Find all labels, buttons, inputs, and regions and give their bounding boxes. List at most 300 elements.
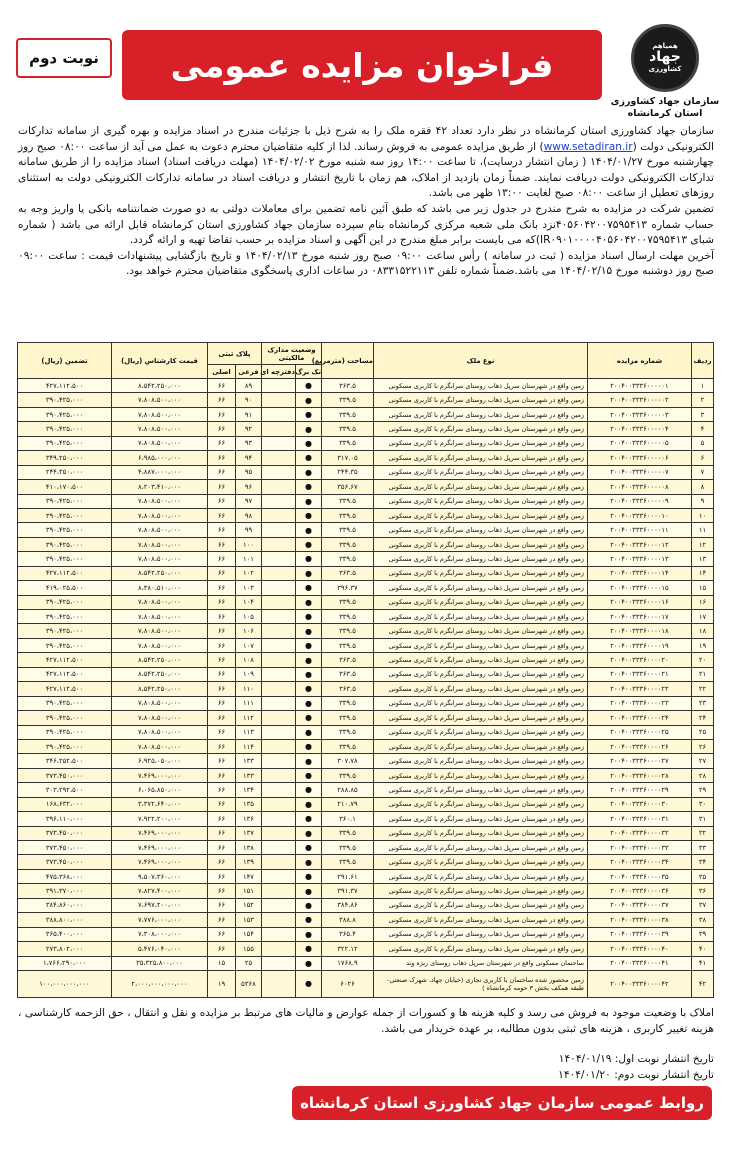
expert-price: ۶،۹۸۵،۰۰۰،۰۰۰: [111, 451, 207, 465]
property-area: ۳۶۰.۱: [322, 812, 374, 826]
table-row: [17, 494, 713, 508]
property-area: ۶۰۲۶: [322, 970, 374, 997]
main-plot: ۶۶: [207, 739, 235, 753]
property-description: زمین واقع در شهرستان سرپل ذهاب روستای سرابگرم با کاربری مسکونی: [374, 581, 588, 595]
header-plot: پلاک ثبتی: [207, 343, 261, 365]
row-number: ۳۱: [692, 812, 714, 826]
sub-plot: ۹۹: [235, 523, 261, 537]
property-description: زمین واقع در شهرستان سرپل ذهاب روستای سرابگرم با کاربری مسکونی: [374, 465, 588, 479]
property-description: زمین واقع در شهرستان سرپل ذهاب روستای سرابگرم با کاربری مسکونی: [374, 711, 588, 725]
table-row: [17, 711, 713, 725]
guarantee-amount: ۳۸۸،۸۰۰،۰۰۰: [17, 913, 111, 927]
table-row: [17, 725, 713, 739]
booklet-mark: [261, 913, 295, 927]
row-number: ۵: [692, 436, 714, 450]
property-area: ۳۳۹.۵: [322, 638, 374, 652]
sub-plot: ۱۱۲: [235, 711, 261, 725]
property-area: ۲۴۴.۳۵: [322, 465, 374, 479]
property-area: ۳۳۹.۵: [322, 407, 374, 421]
booklet-mark: [261, 812, 295, 826]
booklet-mark: [261, 783, 295, 797]
sub-plot: ۱۳۸: [235, 841, 261, 855]
single-deed-mark: ●: [296, 898, 322, 912]
main-plot: ۱۵: [207, 956, 235, 970]
single-deed-mark: ●: [296, 508, 322, 522]
guarantee-amount: ۲۴۴،۳۵۰،۰۰۰: [17, 465, 111, 479]
main-plot: ۶۶: [207, 537, 235, 551]
auction-number: ۲۰۰۴۰۰۳۳۳۶۰۰۰۰۰۵: [588, 436, 692, 450]
booklet-mark: [261, 494, 295, 508]
table-row: [17, 898, 713, 912]
auction-number: ۲۰۰۴۰۰۳۳۳۶۰۰۰۰۱۶: [588, 595, 692, 609]
expert-price: ۳،۳۷۲،۶۴۰،۰۰۰: [111, 797, 207, 811]
table-row: [17, 768, 713, 782]
round-badge: نوبت دوم: [16, 38, 112, 78]
main-plot: ۱۹: [207, 970, 235, 997]
sub-plot: ۹۱: [235, 407, 261, 421]
booklet-mark: [261, 552, 295, 566]
guarantee-amount: ۳۹۰،۴۲۵،۰۰۰: [17, 696, 111, 710]
sub-plot: ۱۵۲: [235, 898, 261, 912]
property-description: زمین واقع در شهرستان سرپل ذهاب روستای سرابگرم با کاربری مسکونی: [374, 855, 588, 869]
row-number: ۶: [692, 451, 714, 465]
header-single-deed: تک برگ: [296, 365, 322, 379]
row-number: ۲۰: [692, 653, 714, 667]
second-publication-date: تاریخ انتشار نوبت دوم: ۱۴۰۴/۰۱/۲۰: [558, 1068, 714, 1081]
guarantee-amount: ۴۱۹،۰۲۵،۵۰۰: [17, 581, 111, 595]
property-description: زمین واقع در شهرستان سرپل ذهاب روستای سرابگرم با کاربری مسکونی: [374, 768, 588, 782]
main-plot: ۶۶: [207, 494, 235, 508]
org-caption: سازمان جهاد کشاورزی استان کرمانشاه: [610, 96, 720, 120]
property-description: زمین واقع در شهرستان سرپل ذهاب روستای سرابگرم با کاربری مسکونی: [374, 783, 588, 797]
property-area: ۲۸۸.۸۵: [322, 783, 374, 797]
expert-price: ۷،۸۰۸،۵۰۰،۰۰۰: [111, 725, 207, 739]
guarantee-amount: ۳۹۰،۴۲۵،۰۰۰: [17, 436, 111, 450]
main-plot: ۶۶: [207, 826, 235, 840]
main-plot: ۶۶: [207, 927, 235, 941]
table-row: [17, 942, 713, 956]
table-row: [17, 927, 713, 941]
header-booklet: دفترچه ای: [261, 365, 295, 379]
property-description: زمین واقع در شهرستان سرپل ذهاب روستای سرابگرم با کاربری مسکونی: [374, 942, 588, 956]
property-description: زمین واقع در شهرستان سرپل ذهاب روستای سرابگرم با کاربری مسکونی: [374, 739, 588, 753]
main-plot: ۶۶: [207, 682, 235, 696]
booklet-mark: [261, 855, 295, 869]
main-plot: ۶۶: [207, 768, 235, 782]
auction-number: ۲۰۰۴۰۰۳۳۳۶۰۰۰۰۳۹: [588, 927, 692, 941]
single-deed-mark: ●: [296, 422, 322, 436]
guarantee-amount: ۳۹۰،۴۲۵،۰۰۰: [17, 725, 111, 739]
property-area: ۳۳۹.۵: [322, 508, 374, 522]
single-deed-mark: ●: [296, 841, 322, 855]
booklet-mark: [261, 898, 295, 912]
auction-number: ۲۰۰۴۰۰۳۳۳۶۰۰۰۰۲۴: [588, 711, 692, 725]
property-description: زمین واقع در شهرستان سرپل ذهاب روستای سرابگرم با کاربری مسکونی: [374, 927, 588, 941]
table-row: [17, 537, 713, 551]
single-deed-mark: ●: [296, 855, 322, 869]
sub-plot: ۹۷: [235, 494, 261, 508]
single-deed-mark: ●: [296, 696, 322, 710]
single-deed-mark: ●: [296, 783, 322, 797]
property-description: زمین واقع در شهرستان سرپل ذهاب روستای سرابگرم با کاربری مسکونی: [374, 552, 588, 566]
expert-price: ۷،۸۰۸،۵۰۰،۰۰۰: [111, 638, 207, 652]
notice-footer-note: املاک با وضعیت موجود به فروش می رسد و کلیه هزینه ها و کسورات از جمله عوارض و مالیات های مرتبط بر مزایده و نقل و انتقال ، حق الزحمه کارشناسی ، هزینه تغییر کاربری ، هزینه های ثبتی بدون مطالبه، بر عهده خریدار می باشد.: [18, 1007, 714, 1035]
title-banner: [122, 30, 602, 100]
guarantee-amount: ۳۹۰،۴۲۵،۰۰۰: [17, 552, 111, 566]
auction-number: ۲۰۰۴۰۰۳۳۳۶۰۰۰۰۲۰: [588, 653, 692, 667]
auction-number: ۲۰۰۴۰۰۳۳۳۶۰۰۰۰۰۷: [588, 465, 692, 479]
booklet-mark: [261, 508, 295, 522]
sub-plot: ۱۰۲: [235, 566, 261, 580]
header-price: قیمت کارشناس (ریال): [111, 343, 207, 379]
main-plot: ۶۶: [207, 667, 235, 681]
sub-plot: ۱۰۳: [235, 581, 261, 595]
single-deed-mark: ●: [296, 624, 322, 638]
single-deed-mark: ●: [296, 826, 322, 840]
booklet-mark: [261, 667, 295, 681]
auction-number: ۲۰۰۴۰۰۳۳۳۶۰۰۰۰۰۴: [588, 422, 692, 436]
row-number: ۲۶: [692, 739, 714, 753]
table-row: [17, 581, 713, 595]
table-row: [17, 465, 713, 479]
table-row: [17, 956, 713, 970]
main-plot: ۶۶: [207, 523, 235, 537]
sub-plot: ۱۳۶: [235, 812, 261, 826]
expert-price: ۹،۵۰۷،۳۶۰،۰۰۰: [111, 869, 207, 883]
row-number: ۳۳: [692, 841, 714, 855]
property-area: ۳۲۲.۱۲: [322, 942, 374, 956]
main-plot: ۶۶: [207, 566, 235, 580]
property-area: ۳۹۶.۳۷: [322, 581, 374, 595]
auction-number: ۲۰۰۴۰۰۳۳۳۶۰۰۰۰۲۵: [588, 725, 692, 739]
guarantee-amount: ۴۲۷،۱۱۲،۵۰۰: [17, 379, 111, 393]
table-row: [17, 638, 713, 652]
table-row: [17, 667, 713, 681]
guarantee-amount: ۳۹۰،۴۲۵،۰۰۰: [17, 595, 111, 609]
expert-price: ۷،۴۶۹،۰۰۰،۰۰۰: [111, 855, 207, 869]
auction-number: ۲۰۰۴۰۰۳۳۳۶۰۰۰۰۳۲: [588, 826, 692, 840]
properties-table: [17, 342, 714, 998]
property-area: ۳۳۹.۵: [322, 696, 374, 710]
table-row: [17, 970, 713, 997]
row-number: ۲۹: [692, 783, 714, 797]
table-row: [17, 841, 713, 855]
property-description: زمین واقع در شهرستان سرپل ذهاب روستای سرابگرم با کاربری مسکونی: [374, 393, 588, 407]
guarantee-amount: ۴۲۷،۱۱۲،۵۰۰: [17, 682, 111, 696]
sub-plot: ۱۳۷: [235, 826, 261, 840]
booklet-mark: [261, 970, 295, 997]
expert-price: ۷،۴۶۹،۰۰۰،۰۰۰: [111, 841, 207, 855]
auction-number: ۲۰۰۴۰۰۳۳۳۶۰۰۰۰۰۱: [588, 379, 692, 393]
single-deed-mark: ●: [296, 523, 322, 537]
expert-price: ۴،۸۸۷،۰۰۰،۰۰۰: [111, 465, 207, 479]
property-description: زمین واقع در شهرستان سرپل ذهاب روستای سرابگرم با کاربری مسکونی: [374, 638, 588, 652]
guarantee-amount: ۳۴۹،۲۵۰،۰۰۰: [17, 451, 111, 465]
expert-price: ۷،۸۰۸،۵۰۰،۰۰۰: [111, 624, 207, 638]
row-number: ۳۶: [692, 884, 714, 898]
expert-price: ۷،۸۰۸،۵۰۰،۰۰۰: [111, 407, 207, 421]
guarantee-amount: ۳۹۰،۴۲۵،۰۰۰: [17, 537, 111, 551]
row-number: ۲۱: [692, 667, 714, 681]
expert-price: ۷،۸۰۸،۵۰۰،۰۰۰: [111, 711, 207, 725]
property-area: ۳۳۹.۵: [322, 436, 374, 450]
setad-link[interactable]: www.setadiran.ir: [543, 140, 633, 153]
guarantee-amount: ۳۹۰،۴۲۵،۰۰۰: [17, 422, 111, 436]
row-number: ۲: [692, 393, 714, 407]
expert-price: ۷،۴۶۹،۰۰۰،۰۰۰: [111, 826, 207, 840]
table-row: [17, 523, 713, 537]
row-number: ۲۳: [692, 696, 714, 710]
property-area: ۳۰۷.۷۸: [322, 754, 374, 768]
auction-number: ۲۰۰۴۰۰۳۳۳۶۰۰۰۰۱۷: [588, 610, 692, 624]
property-area: ۳۹۱.۳۷: [322, 884, 374, 898]
booklet-mark: [261, 465, 295, 479]
table-row: [17, 884, 713, 898]
table-row: [17, 451, 713, 465]
sub-plot: ۱۰۶: [235, 624, 261, 638]
main-plot: ۶۶: [207, 754, 235, 768]
guarantee-amount: ۱۶۸،۶۳۲،۰۰۰: [17, 797, 111, 811]
property-area: ۳۳۹.۵: [322, 711, 374, 725]
single-deed-mark: ●: [296, 537, 322, 551]
sub-plot: ۱۵۵: [235, 942, 261, 956]
auction-number: ۲۰۰۴۰۰۳۳۳۶۰۰۰۰۲۳: [588, 696, 692, 710]
table-row: [17, 696, 713, 710]
row-number: ۷: [692, 465, 714, 479]
booklet-mark: [261, 379, 295, 393]
property-description: زمین واقع در شهرستان سرپل ذهاب روستای سرابگرم با کاربری مسکونی: [374, 480, 588, 494]
booklet-mark: [261, 422, 295, 436]
paragraph-invitation: سازمان جهاد کشاورزی استان کرمانشاه در نظر دارد تعداد ۴۲ فقره ملک را به شرح ذیل با جزئیات مندرج در اسناد مزایده و بهره گیری از سامانه تدارکات الکترونیکی دولت (www.setadiran.ir) از طریق مزایده عمومی به فروش رساند. لذا از کلیه متقاضیان محترم دعوت به عمل می آید از ساعت ۰۸:۰۰ صبح روز چهارشنبه مورخ ۱۴۰۴/۰۱/۲۷ ( زمان انتشار درسایت)، تا ساعت ۱۴:۰۰ روز سه شنبه مورخ ۱۴۰۴/۰۲/۰۲ (مهلت دریافت اسناد) اسناد مزایده را از طریق سامانه تدارکات الکترونیکی دولت دریافت نمایند. ضمناً زمان بازدید از املاک، هم زمان با تاریخ انتشار و دریافت اسناد در سامانه تدارکات الکترونیکی دولت به استثنای روزهای تعطیل از ساعت ۰۸:۰۰ صبح لغایت ۱۳:۰۰ ظهر می باشد.: [18, 125, 715, 200]
auction-number: ۲۰۰۴۰۰۳۳۳۶۰۰۰۰۳۵: [588, 869, 692, 883]
property-description: زمین واقع در شهرستان سرپل ذهاب روستای سرابگرم با کاربری مسکونی: [374, 537, 588, 551]
main-plot: ۶۶: [207, 711, 235, 725]
row-number: ۲۷: [692, 754, 714, 768]
sub-plot: ۱۰۰: [235, 537, 261, 551]
guarantee-amount: ۲۷۳،۸۰۲،۰۰۰: [17, 942, 111, 956]
guarantee-amount: ۴۱۰،۱۷۰،۵۰۰: [17, 480, 111, 494]
single-deed-mark: ●: [296, 595, 322, 609]
booklet-mark: [261, 610, 295, 624]
property-area: ۳۶۳.۵: [322, 682, 374, 696]
sub-plot: ۱۳۳: [235, 768, 261, 782]
property-description: زمین واقع در شهرستان سرپل ذهاب روستای سرابگرم با کاربری مسکونی: [374, 436, 588, 450]
property-description: زمین واقع در شهرستان سرپل ذهاب روستای سرابگرم با کاربری مسکونی: [374, 869, 588, 883]
table-row: [17, 855, 713, 869]
single-deed-mark: ●: [296, 682, 322, 696]
booklet-mark: [261, 869, 295, 883]
single-deed-mark: ●: [296, 942, 322, 956]
booklet-mark: [261, 653, 295, 667]
row-number: ۳۷: [692, 898, 714, 912]
single-deed-mark: ●: [296, 393, 322, 407]
sub-plot: ۹۲: [235, 422, 261, 436]
table-row: [17, 610, 713, 624]
auction-number: ۲۰۰۴۰۰۳۳۳۶۰۰۰۰۴۱: [588, 956, 692, 970]
main-plot: ۶۶: [207, 610, 235, 624]
property-area: ۳۳۹.۵: [322, 422, 374, 436]
sub-plot: ۱۱۳: [235, 725, 261, 739]
property-area: ۳۳۹.۵: [322, 855, 374, 869]
property-description: زمین واقع در شهرستان سرپل ذهاب روستای سرابگرم با کاربری مسکونی: [374, 884, 588, 898]
property-description: زمین واقع در شهرستان سرپل ذهاب روستای سرابگرم با کاربری مسکونی: [374, 913, 588, 927]
single-deed-mark: ●: [296, 797, 322, 811]
expert-price: ۸،۵۴۲،۲۵۰،۰۰۰: [111, 682, 207, 696]
guarantee-amount: ۱۰۰،۰۰۰،۰۰۰،۰۰۰: [17, 970, 111, 997]
sub-plot: ۱۰۹: [235, 667, 261, 681]
expert-price: ۷،۸۰۸،۵۰۰،۰۰۰: [111, 610, 207, 624]
booklet-mark: [261, 537, 295, 551]
row-number: ۸: [692, 480, 714, 494]
single-deed-mark: ●: [296, 638, 322, 652]
main-plot: ۶۶: [207, 379, 235, 393]
guarantee-amount: ۴۲۷،۱۱۲،۵۰۰: [17, 566, 111, 580]
sub-plot: ۱۵۳: [235, 913, 261, 927]
single-deed-mark: ●: [296, 768, 322, 782]
guarantee-amount: ۳۷۳،۴۵۰،۰۰۰: [17, 841, 111, 855]
property-description: زمین واقع در شهرستان سرپل ذهاب روستای سرابگرم با کاربری مسکونی: [374, 508, 588, 522]
main-plot: ۶۶: [207, 393, 235, 407]
row-number: ۱۶: [692, 595, 714, 609]
guarantee-amount: ۱،۷۶۶،۲۹۰،۰۰۰: [17, 956, 111, 970]
main-plot: ۶۶: [207, 407, 235, 421]
guarantee-amount: ۴۷۵،۳۶۸،۰۰۰: [17, 869, 111, 883]
property-area: ۲۱۰.۷۹: [322, 797, 374, 811]
main-plot: ۶۶: [207, 451, 235, 465]
expert-price: ۷،۸۰۸،۵۰۰،۰۰۰: [111, 552, 207, 566]
table-row: [17, 480, 713, 494]
main-plot: ۶۶: [207, 725, 235, 739]
guarantee-amount: ۳۴۶،۲۵۲،۵۰۰: [17, 754, 111, 768]
sub-plot: ۱۰۵: [235, 610, 261, 624]
row-number: ۲۴: [692, 711, 714, 725]
single-deed-mark: ●: [296, 581, 322, 595]
auction-number: ۲۰۰۴۰۰۳۳۳۶۰۰۰۰۲۱: [588, 667, 692, 681]
public-relations-bar: روابط عمومی سازمان جهاد کشاورزی استان کرمانشاه: [292, 1086, 712, 1120]
table-row: [17, 393, 713, 407]
main-plot: ۶۶: [207, 552, 235, 566]
table-row: [17, 826, 713, 840]
sub-plot: ۱۱۴: [235, 739, 261, 753]
main-plot: ۶۶: [207, 638, 235, 652]
main-plot: ۶۶: [207, 898, 235, 912]
auction-number: ۲۰۰۴۰۰۳۳۳۶۰۰۰۰۱۴: [588, 566, 692, 580]
notice-title: فراخوان مزایده عمومی: [170, 45, 554, 85]
paragraph-deadline: آخرین مهلت ارسال اسناد مزایده ( ثبت در سامانه ) رأس ساعت ۰۹:۰۰ صبح روز شنبه مورخ ۱۴۰۴/۰۲/۱۳ و تاریخ بازگشایی پیشنهادات قیمت : ساعت ۰۹:۰۰ صبح روز دوشنبه مورخ ۱۴۰۴/۰۲/۱۵ می باشد.ضمناً شماره تلفن ۰۸۳۳۱۵۲۲۱۱۳ در ساعات اداری پاسخگوی متقاضیان محترم خواهد بود.: [18, 249, 714, 278]
property-area: ۳۶۳.۵: [322, 653, 374, 667]
booklet-mark: [261, 942, 295, 956]
table-row: [17, 624, 713, 638]
main-plot: ۶۶: [207, 942, 235, 956]
expert-price: ۷،۸۰۸،۵۰۰،۰۰۰: [111, 696, 207, 710]
guarantee-amount: ۳۶۵،۴۰۰،۰۰۰: [17, 927, 111, 941]
property-description: زمین واقع در شهرستان سرپل ذهاب روستای سرابگرم با کاربری مسکونی: [374, 610, 588, 624]
single-deed-mark: ●: [296, 711, 322, 725]
auction-number: ۲۰۰۴۰۰۳۳۳۶۰۰۰۰۰۸: [588, 480, 692, 494]
paragraph-guarantee: تضمین شرکت در مزایده به شرح مندرج در جدول زیر می باشد که طبق آئین نامه تضمین برای معاملات دولتی به دو صورت ضمانتنامه بانکی یا واریز وجه به حساب شماره ۴۰۵۶۰۴۲۰۰۷۵۹۵۴۱۳نزد بانک ملی شعبه مرکزی کرمانشاه بنام سپرده سازمان جهاد کشاورزی استان کرمانشاه قابل ارائه می باشد ( شماره شبای IR۰۹۰۱۰۰۰۰۴۰۵۶۰۴۲۰۰۷۵۹۵۴۱۳)که می بایست برابر مبلغ مندرج در این آگهی و اسناد مزایده بر حسب تقاضا تهیه و ارائه گردد.: [18, 202, 714, 247]
expert-price: ۷،۸۰۸،۵۰۰،۰۰۰: [111, 494, 207, 508]
header-row: ردیف: [692, 343, 714, 379]
single-deed-mark: ●: [296, 754, 322, 768]
row-number: ۲۵: [692, 725, 714, 739]
guarantee-amount: ۳۷۳،۴۵۰،۰۰۰: [17, 855, 111, 869]
property-area: ۳۵۶.۶۷: [322, 480, 374, 494]
expert-price: ۳۵،۳۲۵،۸۰۰،۰۰۰: [111, 956, 207, 970]
sub-plot: ۵۳۶۸: [235, 970, 261, 997]
auction-number: ۲۰۰۴۰۰۳۳۳۶۰۰۰۰۲۲: [588, 682, 692, 696]
auction-number: ۲۰۰۴۰۰۳۳۳۶۰۰۰۰۱۲: [588, 537, 692, 551]
property-area: ۳۳۹.۵: [322, 841, 374, 855]
sub-plot: ۱۰۷: [235, 638, 261, 652]
property-area: ۳۸۴.۸۶: [322, 898, 374, 912]
single-deed-mark: ●: [296, 465, 322, 479]
property-description: زمین واقع در شهرستان سرپل ذهاب روستای سرابگرم با کاربری مسکونی: [374, 667, 588, 681]
table-row: [17, 797, 713, 811]
page-bottom-margin: [0, 1140, 732, 1174]
row-number: ۴۰: [692, 942, 714, 956]
main-plot: ۶۶: [207, 436, 235, 450]
guarantee-amount: ۳۹۱،۳۷۰،۰۰۰: [17, 884, 111, 898]
property-area: ۳۳۹.۵: [322, 610, 374, 624]
property-area: ۳۳۹.۵: [322, 552, 374, 566]
guarantee-amount: ۳۹۰،۴۲۵،۰۰۰: [17, 523, 111, 537]
auction-number: ۲۰۰۴۰۰۳۳۳۶۰۰۰۰۳۰: [588, 797, 692, 811]
table-row: [17, 812, 713, 826]
booklet-mark: [261, 696, 295, 710]
sub-plot: ۱۳۹: [235, 855, 261, 869]
property-description: زمین واقع در شهرستان سرپل ذهاب روستای سرابگرم با کاربری مسکونی: [374, 451, 588, 465]
property-area: ۱۷۶۸.۹: [322, 956, 374, 970]
row-number: ۴۲: [692, 970, 714, 997]
property-description: زمین واقع در شهرستان سرپل ذهاب روستای سرابگرم با کاربری مسکونی: [374, 653, 588, 667]
property-area: ۳۸۸.۸: [322, 913, 374, 927]
booklet-mark: [261, 754, 295, 768]
single-deed-mark: ●: [296, 480, 322, 494]
main-plot: ۶۶: [207, 884, 235, 898]
row-number: ۳۰: [692, 797, 714, 811]
auction-number: ۲۰۰۴۰۰۳۳۳۶۰۰۰۰۲۹: [588, 783, 692, 797]
property-description: زمین واقع در شهرستان سرپل ذهاب روستای سرابگرم با کاربری مسکونی: [374, 494, 588, 508]
auction-number: ۲۰۰۴۰۰۳۳۳۶۰۰۰۰۱۳: [588, 552, 692, 566]
expert-price: ۷،۸۰۸،۵۰۰،۰۰۰: [111, 739, 207, 753]
guarantee-amount: ۳۹۰،۴۲۵،۰۰۰: [17, 624, 111, 638]
first-publication-date: تاریخ انتشار نوبت اول: ۱۴۰۴/۰۱/۱۹: [558, 1053, 714, 1065]
booklet-mark: [261, 523, 295, 537]
single-deed-mark: ●: [296, 379, 322, 393]
guarantee-amount: ۳۰۳،۲۹۲،۵۰۰: [17, 783, 111, 797]
property-description: زمین واقع در شهرستان سرپل ذهاب روستای سرابگرم با کاربری مسکونی: [374, 696, 588, 710]
single-deed-mark: ●: [296, 653, 322, 667]
booklet-mark: [261, 451, 295, 465]
auction-number: ۲۰۰۴۰۰۳۳۳۶۰۰۰۰۴۲: [588, 970, 692, 997]
property-area: ۳۱۷.۰۵: [322, 451, 374, 465]
property-description: زمین واقع در شهرستان سرپل ذهاب روستای سرابگرم با کاربری مسکونی: [374, 407, 588, 421]
auction-number: ۲۰۰۴۰۰۳۳۳۶۰۰۰۰۱۹: [588, 638, 692, 652]
row-number: ۱۳: [692, 552, 714, 566]
row-number: ۲۲: [692, 682, 714, 696]
expert-price: ۷،۸۰۸،۵۰۰،۰۰۰: [111, 537, 207, 551]
expert-price: ۷،۳۰۸،۰۰۰،۰۰۰: [111, 927, 207, 941]
guarantee-amount: ۴۲۷،۱۱۲،۵۰۰: [17, 667, 111, 681]
property-description: زمین واقع در شهرستان سرپل ذهاب روستای سرابگرم با کاربری مسکونی: [374, 379, 588, 393]
booklet-mark: [261, 797, 295, 811]
booklet-mark: [261, 725, 295, 739]
single-deed-mark: ●: [296, 451, 322, 465]
booklet-mark: [261, 739, 295, 753]
row-number: ۱: [692, 379, 714, 393]
property-description: زمین واقع در شهرستان سرپل ذهاب روستای سرابگرم با کاربری مسکونی: [374, 797, 588, 811]
main-plot: ۶۶: [207, 581, 235, 595]
